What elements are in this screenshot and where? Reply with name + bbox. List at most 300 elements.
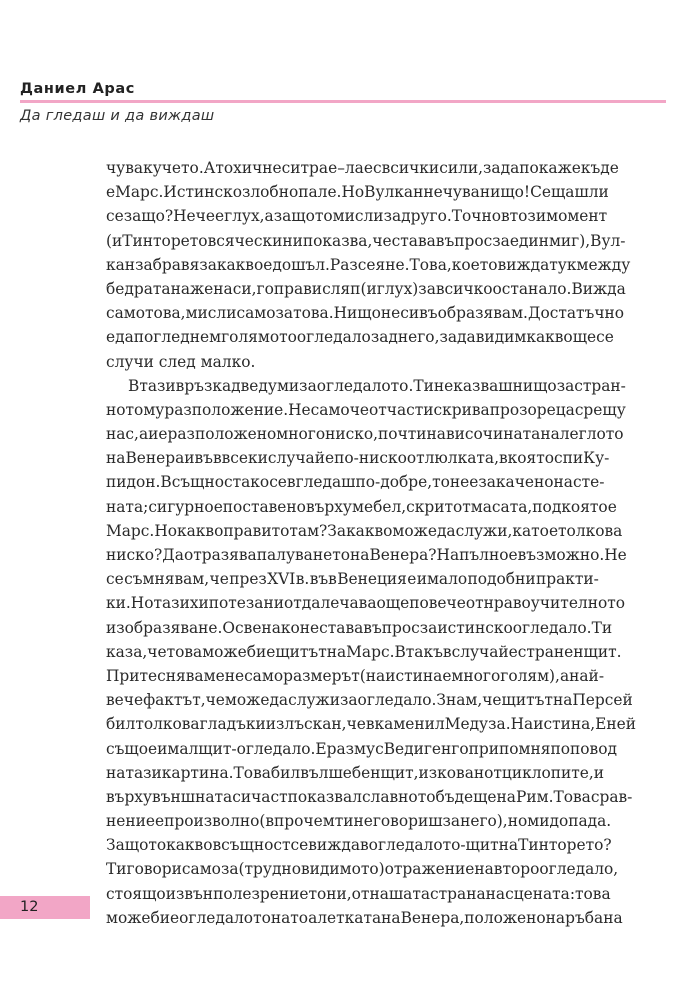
text-line: [106, 253, 631, 277]
word: Да: [162, 546, 184, 564]
word: става: [391, 231, 436, 250]
word: отдалечава: [284, 594, 377, 613]
word: за: [492, 231, 510, 250]
word: Защото: [106, 836, 167, 855]
word: изобразяване.: [106, 618, 223, 637]
word: много: [276, 425, 326, 444]
word: много: [451, 666, 501, 685]
text-line: [106, 543, 627, 567]
word: нравоучителното: [483, 594, 626, 613]
word: повече: [409, 594, 466, 613]
word: щитът: [275, 642, 327, 661]
word: си: [232, 787, 252, 806]
word: най-: [569, 666, 605, 685]
word: за: [275, 304, 294, 323]
word: вижда: [308, 836, 360, 855]
word: огледало.: [357, 691, 437, 710]
word: в: [360, 836, 369, 855]
word: може: [202, 642, 247, 661]
word: не: [433, 376, 454, 395]
word: че: [349, 400, 369, 419]
word: прозореца: [489, 400, 575, 419]
word: само: [244, 666, 284, 685]
word: показвал: [287, 787, 362, 806]
word: друго.: [401, 207, 452, 226]
word: на: [106, 449, 126, 468]
text-line: [106, 398, 626, 422]
word: ниско?: [106, 546, 163, 564]
word: за: [339, 691, 358, 710]
word: си: [281, 159, 301, 177]
word: (и: [360, 279, 377, 298]
word: Разсеян: [329, 255, 396, 274]
word: не: [262, 159, 282, 177]
word: ми: [527, 812, 550, 831]
word: също: [106, 739, 148, 758]
word: припомня: [468, 739, 551, 758]
word: си: [400, 304, 420, 323]
word: на: [170, 279, 191, 298]
word: тази: [125, 763, 162, 782]
word: Ведиген: [383, 739, 452, 758]
word: толкова: [135, 715, 200, 734]
word: е: [148, 739, 158, 758]
word: част: [251, 787, 288, 806]
word: щит.: [583, 642, 622, 661]
word: на: [485, 884, 506, 903]
word: сляп: [322, 279, 361, 298]
word: люлката,: [424, 449, 499, 468]
word: на: [498, 836, 519, 855]
word: какво: [166, 836, 213, 855]
word: бил: [270, 763, 301, 782]
word: на: [553, 473, 573, 492]
word: разположено: [167, 425, 277, 444]
word: Това: [233, 763, 271, 782]
word: което: [451, 255, 498, 274]
word: огледалото-щит: [368, 836, 499, 855]
text-line: [106, 446, 610, 470]
word: вече: [106, 691, 144, 710]
word: Вул-: [590, 231, 626, 250]
word: Не: [604, 546, 627, 564]
word: е: [213, 497, 223, 516]
text-line: [106, 350, 599, 374]
word: ниско,: [325, 425, 379, 444]
word: Марс.: [106, 521, 155, 540]
word: Рим.: [515, 787, 554, 806]
word: бедрата: [106, 279, 171, 298]
word: него,: [397, 328, 440, 347]
word: на: [603, 908, 623, 927]
word: изкован: [418, 763, 485, 782]
word: тази: [153, 594, 190, 613]
word: нение: [106, 812, 155, 831]
word: Еней: [595, 715, 637, 734]
word: (трудно: [238, 860, 301, 879]
word: Точно: [451, 207, 501, 226]
word: през: [229, 570, 267, 589]
word: защо?: [123, 207, 174, 226]
word: палуването: [256, 546, 351, 564]
word: за: [299, 376, 317, 395]
word: какво: [346, 521, 393, 540]
word: За: [327, 521, 347, 540]
word: че: [346, 715, 366, 734]
word: такъв: [405, 642, 452, 661]
word: всички: [381, 159, 440, 177]
word: момент: [546, 207, 608, 226]
word: жена: [190, 279, 233, 298]
word: ни,: [326, 884, 352, 903]
word: и: [148, 425, 159, 444]
word: нищо!: [479, 183, 531, 202]
word: това: [575, 884, 611, 903]
word: от: [484, 763, 502, 782]
word: щит-огледало.: [198, 739, 316, 758]
word: Сещаш: [530, 183, 589, 202]
word: тази: [139, 376, 176, 395]
word: подобни: [467, 570, 536, 589]
word: практи-: [535, 570, 599, 589]
word: и: [255, 715, 266, 734]
word: говори: [126, 860, 182, 879]
word: останало.: [492, 279, 572, 298]
word: допада.: [549, 812, 612, 831]
text-line: [106, 906, 623, 930]
word: между: [576, 255, 631, 274]
word: прави: [223, 521, 272, 540]
word: закачено: [478, 473, 554, 492]
word: това: [166, 642, 203, 661]
word: Притеснява: [106, 666, 204, 685]
word: да: [436, 521, 456, 540]
word: не: [224, 666, 245, 685]
word: сте-: [572, 473, 605, 492]
word: ни: [263, 594, 285, 613]
word: че: [209, 570, 229, 589]
word: А: [203, 159, 216, 177]
word: само: [310, 400, 350, 419]
word: ли: [588, 183, 609, 202]
word: сили,: [439, 159, 484, 177]
word: В: [128, 376, 140, 395]
word: ната;: [106, 497, 149, 516]
header-subtitle: Да гледаш и да виждаш: [20, 108, 215, 124]
word: кан: [106, 255, 136, 274]
word: а: [559, 666, 570, 685]
word: не: [380, 304, 401, 323]
word: огледало,: [539, 860, 619, 879]
word: ното: [106, 400, 144, 419]
word: стоящо: [106, 884, 166, 903]
word: ръба: [565, 908, 604, 927]
word: чува: [442, 183, 480, 202]
word: нашата: [369, 884, 431, 903]
word: на: [474, 860, 494, 879]
word: мебел,: [351, 497, 407, 516]
word: циклопите,: [501, 763, 594, 782]
word: Това,: [409, 255, 452, 274]
word: с: [372, 159, 382, 177]
text-line: [106, 640, 622, 664]
page-number: 12: [20, 899, 39, 915]
word: се: [290, 836, 309, 855]
word: на: [270, 908, 291, 927]
word: случай: [267, 449, 325, 468]
word: само: [106, 304, 146, 323]
word: стран-: [574, 376, 626, 395]
word: леглото: [559, 425, 624, 444]
word: случай: [451, 642, 509, 661]
word: на: [326, 642, 347, 661]
word: е: [106, 328, 116, 347]
word: фактът,: [143, 691, 206, 710]
word: че: [482, 691, 502, 710]
word: за: [556, 376, 575, 395]
word: не: [449, 473, 470, 492]
word: пале.: [298, 183, 342, 202]
word: е: [607, 497, 617, 516]
word: XVI: [267, 570, 296, 589]
word: ако: [271, 618, 300, 637]
word: за: [483, 159, 501, 177]
word: тоалетката: [290, 908, 382, 927]
text-line: [106, 591, 626, 615]
word: за: [419, 618, 438, 637]
word: то: [271, 521, 290, 540]
word: страна: [430, 884, 486, 903]
text-line: [106, 712, 637, 736]
word: Ти: [106, 860, 127, 879]
word: толкова: [558, 521, 623, 540]
word: на: [496, 787, 516, 806]
word: въпрос: [435, 231, 493, 250]
word: става: [319, 618, 364, 637]
word: къде: [580, 159, 619, 177]
word: огледалото: [179, 908, 271, 927]
word: зад: [370, 328, 398, 347]
text-line: [106, 374, 626, 398]
text-line: [106, 688, 633, 712]
word: повод: [570, 739, 617, 758]
text-line: [106, 229, 626, 253]
word: ни: [282, 231, 303, 250]
word: е: [170, 908, 180, 927]
word: му: [143, 400, 165, 419]
word: възможно.: [517, 546, 605, 564]
word: Но: [130, 594, 154, 613]
word: масата,: [470, 497, 533, 516]
word: отчасти: [369, 400, 434, 419]
word: външната: [152, 787, 233, 806]
word: Но: [341, 183, 365, 202]
word: въпрос: [363, 618, 420, 637]
word: е: [469, 473, 479, 492]
word: е.: [395, 255, 410, 274]
word: вкаменил: [365, 715, 445, 734]
word: но: [507, 812, 528, 831]
word: на: [545, 908, 566, 927]
text-line: [106, 882, 611, 906]
word: видим: [475, 328, 527, 347]
word: че: [147, 642, 167, 661]
word: случи: [106, 352, 159, 371]
word: на: [426, 425, 446, 444]
word: Ти: [413, 376, 434, 395]
word: връзка: [175, 376, 232, 395]
word: прави: [273, 279, 323, 298]
word: е: [214, 207, 225, 226]
word: огледало: [296, 328, 371, 347]
word: би: [150, 908, 171, 927]
word: още: [376, 594, 410, 613]
word: за: [383, 207, 402, 226]
word: и: [184, 449, 195, 468]
word: ако: [241, 473, 270, 492]
word: второ: [493, 860, 540, 879]
word: Еразмус: [315, 739, 384, 758]
word: е: [263, 255, 273, 274]
word: огледало.: [512, 618, 592, 637]
word: Венера?: [369, 546, 437, 564]
word: може: [224, 691, 270, 710]
word: огледалото.: [316, 376, 414, 395]
word: трае: [300, 159, 338, 177]
word: глух,: [224, 207, 265, 226]
word: отражение: [384, 860, 475, 879]
header-rule: [20, 100, 666, 103]
word: скрит: [406, 497, 453, 516]
word: хипотеза: [189, 594, 264, 613]
word: в.: [295, 570, 310, 589]
word: го: [256, 279, 274, 298]
word: която: [507, 449, 555, 468]
word: на: [106, 763, 126, 782]
text-line: [106, 325, 614, 349]
word: голям),: [500, 666, 560, 685]
word: картина.: [161, 763, 234, 782]
word: ти: [334, 812, 354, 831]
word: –: [337, 159, 345, 177]
word: от: [465, 594, 484, 613]
word: да: [457, 328, 476, 347]
word: служи,: [455, 521, 513, 540]
text-line: [106, 495, 617, 519]
text-line: [106, 301, 625, 325]
word: Достатъчно: [527, 304, 625, 323]
word: Венера,: [400, 908, 465, 927]
word: всъщност: [212, 836, 291, 855]
word: въобразявам.: [419, 304, 528, 323]
word: ме: [203, 666, 225, 685]
word: скрива: [433, 400, 490, 419]
word: Ку-: [583, 449, 610, 468]
text-line: [106, 761, 605, 785]
word: срещу: [574, 400, 626, 419]
word: поставено: [222, 497, 306, 516]
word: го: [451, 739, 469, 758]
word: видимото): [300, 860, 385, 879]
word: пидон.: [106, 473, 161, 492]
word: бъдеще: [435, 787, 497, 806]
word: по: [550, 739, 571, 758]
word: ки.: [106, 594, 131, 613]
word: Ти: [591, 618, 613, 637]
word: голямото: [221, 328, 297, 347]
word: Освен: [222, 618, 272, 637]
word: истинско: [437, 618, 513, 637]
word: е: [548, 521, 559, 540]
word: Всъщност: [160, 473, 242, 492]
text-line: [106, 809, 612, 833]
word: за: [439, 328, 458, 347]
page-number-bar: [0, 896, 90, 919]
word: ще: [572, 328, 597, 347]
word: то: [215, 159, 234, 177]
word: покаже: [519, 159, 581, 177]
text-line: [106, 204, 608, 228]
word: казваш: [453, 376, 513, 395]
word: злобно: [242, 183, 299, 202]
word: какво: [216, 255, 264, 274]
word: Марс.: [115, 183, 164, 202]
word: произволно: [164, 812, 260, 831]
running-header: [20, 80, 666, 125]
word: щит,: [380, 763, 419, 782]
word: Това: [553, 787, 591, 806]
word: от: [452, 497, 471, 516]
word: е: [106, 183, 116, 202]
word: е: [266, 642, 276, 661]
word: като: [512, 521, 549, 540]
word: Венера: [125, 449, 185, 468]
word: гладък: [199, 715, 256, 734]
word: (и: [106, 231, 123, 250]
word: се: [106, 570, 124, 589]
word: на: [350, 546, 370, 564]
word: за: [442, 812, 461, 831]
word: вгледаш: [286, 473, 356, 492]
header-author: Даниел Арас: [20, 81, 135, 97]
word: излъскан,: [265, 715, 347, 734]
word: един: [509, 231, 549, 250]
text-line: [106, 785, 633, 809]
word: това,: [145, 304, 186, 323]
word: полезрението: [213, 884, 327, 903]
word: каза,: [106, 642, 148, 661]
text-line: [106, 616, 613, 640]
word: се: [596, 328, 614, 347]
word: думи: [258, 376, 300, 395]
word: мисли: [332, 207, 384, 226]
word: че: [195, 207, 215, 226]
word: размерът: [283, 666, 360, 685]
word: всеки: [221, 449, 268, 468]
word: е: [508, 546, 518, 564]
word: Но: [154, 521, 178, 540]
word: две: [231, 376, 259, 395]
word: какво: [177, 521, 224, 540]
word: под: [532, 497, 562, 516]
word: хич: [233, 159, 263, 177]
word: на: [552, 691, 573, 710]
word: само: [181, 860, 221, 879]
word: малко.: [200, 352, 256, 371]
word: във: [194, 449, 222, 468]
word: по-добре,: [355, 473, 433, 492]
word: е: [407, 570, 417, 589]
